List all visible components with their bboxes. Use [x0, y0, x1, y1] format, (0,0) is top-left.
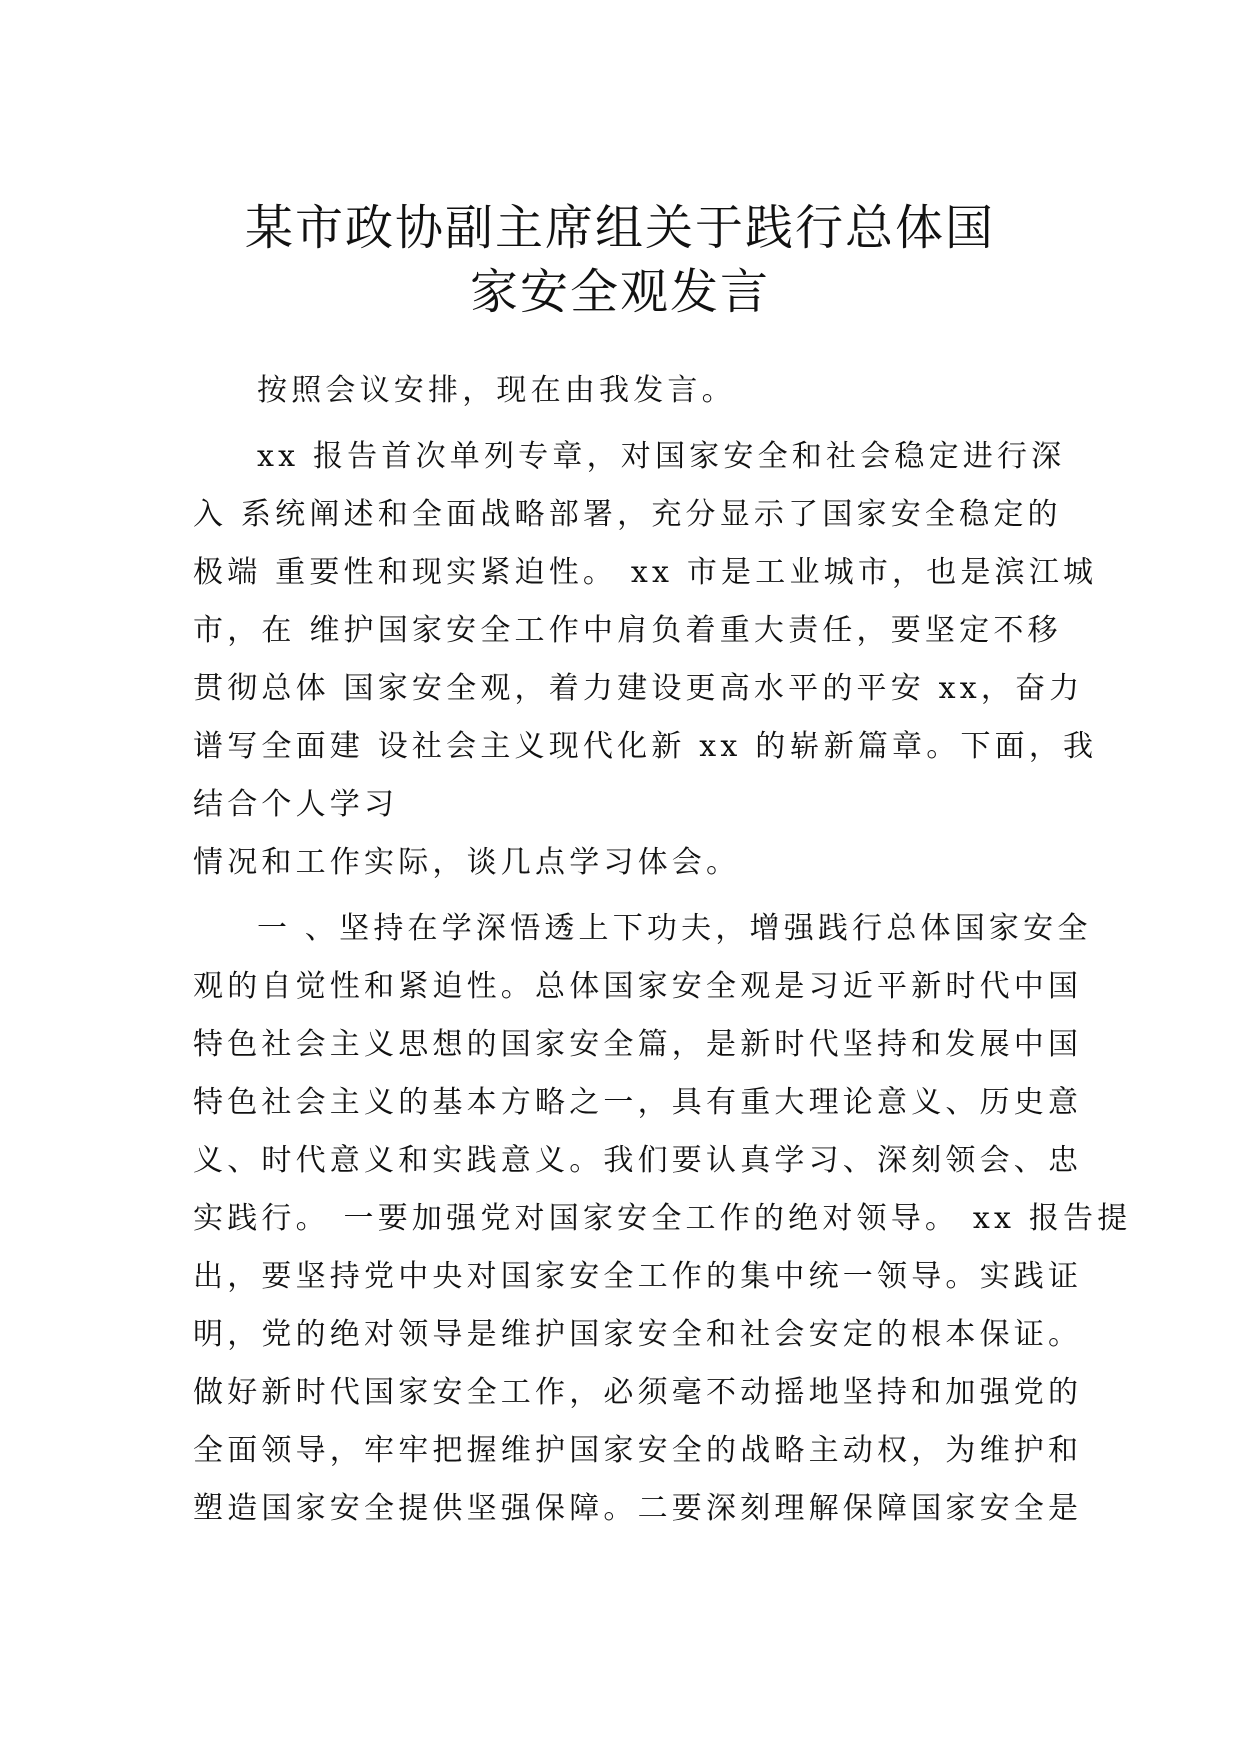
document-body	[193, 362, 1132, 1538]
paragraph-section-one	[193, 900, 1132, 1538]
text-line: 特色社会主义思想的国家安全篇，是新时代坚持和发展中国	[193, 1027, 1083, 1062]
text-line: 实践行。 一要加强党对国家安全工作的绝对领导。 xx 报告提	[193, 1201, 1132, 1236]
text-line: 特色社会主义的基本方略之一，具有重大理论意义、历史意	[193, 1085, 1083, 1120]
text-line: 情况和工作实际，谈几点学习体会。	[193, 845, 741, 880]
text-line: 极端 重要性和现实紧迫性。 xx 市是工业城市，也是滨江城	[193, 555, 1098, 590]
text-line: xx 报告首次单列专章，对国家安全和社会稳定进行深	[257, 439, 1066, 474]
title-line-2: 家安全观发言	[469, 264, 770, 320]
text-line: 入 系统阐述和全面战略部署，充分显示了国家安全稳定的	[193, 497, 1062, 532]
text-line: 出，要坚持党中央对国家安全工作的集中统一领导。实践证	[193, 1259, 1083, 1294]
text-line: 塑造国家安全提供坚强保障。二要深刻理解保障国家安全是	[193, 1491, 1083, 1526]
text-line: 贯彻总体 国家安全观，着力建设更高水平的平安 xx，奋力	[193, 671, 1084, 706]
text-line: 全面领导，牢牢把握维护国家安全的战略主动权，为维护和	[193, 1433, 1083, 1468]
text-line: 明，党的绝对领导是维护国家安全和社会安定的根本保证。	[193, 1317, 1083, 1352]
text-line: 谱写全面建 设社会主义现代化新 xx 的崭新篇章。下面，我	[193, 729, 1098, 764]
text-line: 观的自觉性和紧迫性。总体国家安全观是习近平新时代中国	[193, 969, 1083, 1004]
title-line-1: 某市政协副主席组关于践行总体国	[244, 200, 995, 256]
text-line: 义、时代意义和实践意义。我们要认真学习、深刻领会、忠	[193, 1143, 1083, 1178]
text-line: 结合个人学习	[193, 787, 399, 822]
paragraph-report-intro	[193, 428, 1098, 892]
document-title	[150, 196, 1090, 324]
text-line: 做好新时代国家安全工作，必须毫不动摇地坚持和加强党的	[193, 1375, 1083, 1410]
text-line: 按照会议安排，现在由我发言。	[257, 373, 736, 408]
paragraph-opening	[193, 362, 1053, 420]
text-line: 一 、坚持在学深悟透上下功夫，增强践行总体国家安全	[257, 911, 1092, 946]
text-line: 市，在 维护国家安全工作中肩负着重大责任，要坚定不移	[193, 613, 1062, 648]
